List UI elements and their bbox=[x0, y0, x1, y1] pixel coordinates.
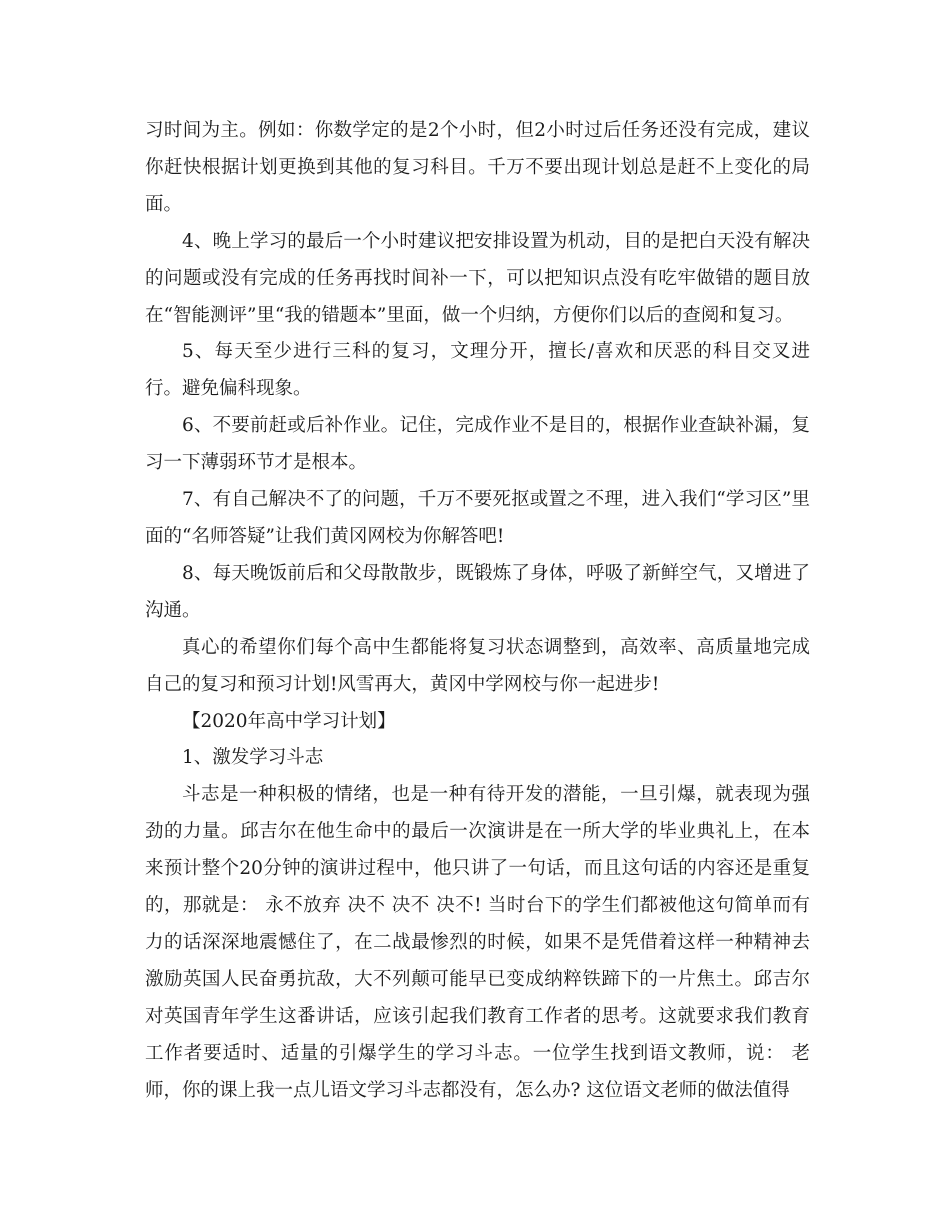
paragraph-continued: 习时间为主。例如：你数学定的是2个小时，但2小时过后任务还没有完成，建议你赶快根据计划更换到其他的复习科目。千万不要出现计划总是赶不上变化的局面。 bbox=[145, 120, 810, 215]
paragraph-item-7: 7、有自己解决不了的问题，千万不要死抠或置之不理，进入我们“学习区”里面的“名师答疑”让我们黄冈网校为你解答吧! bbox=[145, 489, 810, 547]
document-body bbox=[145, 113, 810, 1109]
subsection-heading: 1、激发学习斗志 bbox=[182, 747, 324, 769]
section-heading: 【2020年高中学习计划】 bbox=[182, 710, 396, 732]
paragraph-closing: 真心的希望你们每个高中生都能将复习状态调整到，高效率、高质量地完成自己的复习和预习计划!风雪再大，黄冈中学网校与你一起进步! bbox=[145, 636, 810, 695]
paragraph-body: 斗志是一种积极的情绪，也是一种有待开发的潜能，一旦引爆，就表现为强劲的力量。邱吉尔在他生命中的最后一次演讲是在一所大学的毕业典礼上，在本来预计整个20分钟的演讲过程中，他只讲了一句话，而且这句话的内容还是重复的，那就是： 永不放弃 决不 决不 决不! 当时台下的学生们都被他这句简单而有力的话深深地震憾住了，在二战最惨烈的时候，如果不是凭借着这样一种精神去激励英国人民奋勇抗敌，大不列颠可能早已变成纳粹铁蹄下的一片焦土。邱吉尔对英国青年学生这番讲话，应该引起我们教育工作者的思考。这就要求我们教育工作者要适时、适量的引爆学生的学习斗志。一位学生找到语文教师，说： 老师，你的课上我一点儿语文学习斗志都没有，怎么办? 这位语文老师的做法值得 bbox=[145, 784, 810, 1101]
paragraph-item-4: 4、晚上学习的最后一个小时建议把安排设置为机动，目的是把白天没有解决的问题或没有完成的任务再找时间补一下，可以把知识点没有吃牢做错的题目放在“智能测评”里“我的错题本”里面，做一个归纳，方便你们以后的查阅和复习。 bbox=[145, 230, 810, 326]
paragraph-item-5: 5、每天至少进行三科的复习，文理分开，擅长/喜欢和厌恶的科目交叉进行。避免偏科现象。 bbox=[145, 341, 810, 400]
paragraph-item-8: 8、每天晚饭前后和父母散散步，既锻炼了身体，呼吸了新鲜空气，又增进了沟通。 bbox=[145, 562, 810, 621]
paragraph-item-6: 6、不要前赶或后补作业。记住，完成作业不是目的，根据作业查缺补漏，复习一下薄弱环节才是根本。 bbox=[145, 415, 810, 474]
